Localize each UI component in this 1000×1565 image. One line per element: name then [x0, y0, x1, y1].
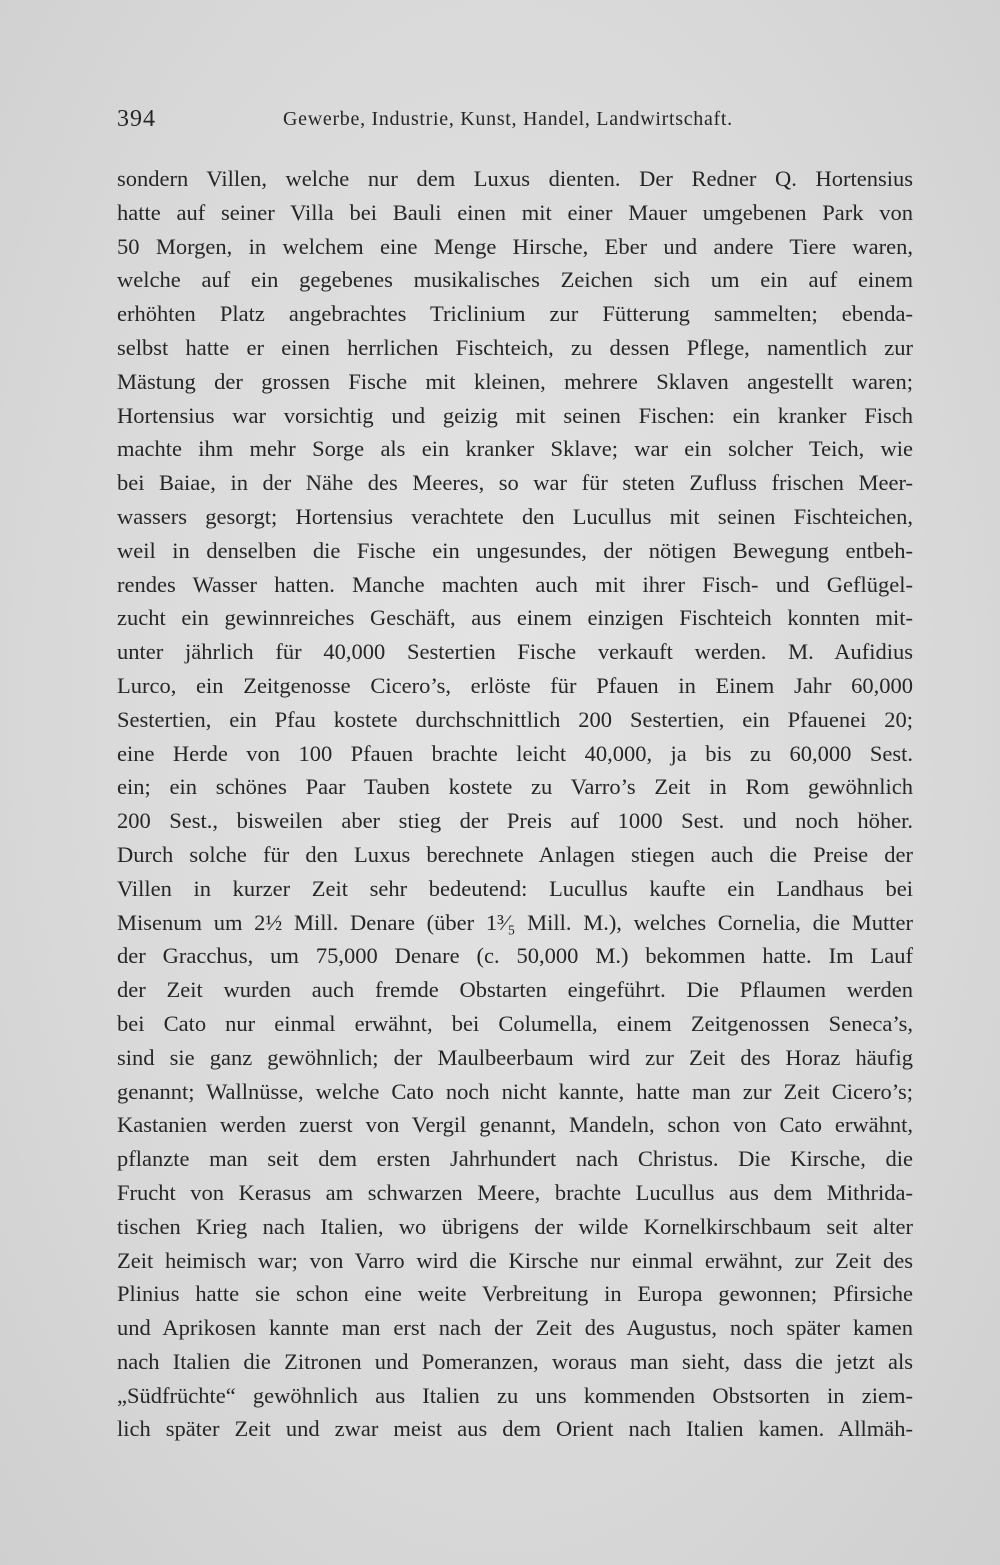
text-line: weil in denselben die Fische ein ungesundes, der nötigen Bewegung entbeh- [117, 537, 913, 563]
text-line: sondern Villen, welche nur dem Luxus dienten. Der Redner Q. Hortensius [117, 166, 913, 191]
text-line: 200 Sest., bisweilen aber stieg der Preis auf 1000 Sest. und noch höher. [117, 808, 913, 834]
text-line: ein; ein schönes Paar Tauben kostete zu Varro’s Zeit in Rom gewöhnlich [117, 774, 913, 800]
text-line: machte ihm mehr Sorge als ein kranker Sklave; war ein solcher Teich, wie [117, 436, 913, 462]
text-line: „Südfrüchte“ gewöhnlich aus Italien zu uns kommenden Obstsorten in ziem- [117, 1382, 913, 1408]
text-line: der Gracchus, um 75,000 Denare (c. 50,000 M.) bekommen hatte. Im Lauf [117, 943, 913, 969]
text-line: unter jährlich für 40,000 Sestertien Fische verkauft werden. M. Aufidius [117, 639, 913, 665]
body-text [117, 162, 913, 1446]
text-line: welche auf ein gegebenes musikalisches Zeichen sich um ein auf einem [117, 267, 913, 293]
text-line: Villen in kurzer Zeit sehr bedeutend: Lucullus kaufte ein Landhaus bei [117, 875, 913, 901]
text-line: sind sie ganz gewöhnlich; der Maulbeerbaum wird zur Zeit des Horaz häufig [117, 1044, 913, 1070]
text-line: Plinius hatte sie schon eine weite Verbreitung in Europa gewonnen; Pfirsiche [117, 1281, 913, 1307]
text-line: hatte auf seiner Villa bei Bauli einen mit einer Mauer umgebenen Park von [117, 199, 913, 225]
text-line: Frucht von Kerasus am schwarzen Meere, brachte Lucullus aus dem Mithrida- [117, 1179, 913, 1205]
page-header [117, 106, 917, 140]
text-line: erhöhten Platz angebrachtes Triclinium zur Fütterung sammelten; ebenda- [117, 301, 913, 327]
text-line: Mästung der grossen Fische mit kleinen, mehrere Sklaven angestellt waren; [117, 368, 913, 394]
text-line: Misenum um 2½ Mill. Denare (über 1³⁄₅ Mill. M.), welches Cornelia, die Mutter [117, 909, 913, 935]
text-line: Lurco, ein Zeitgenosse Cicero’s, erlöste für Pfauen in Einem Jahr 60,000 [117, 672, 913, 698]
running-title: Gewerbe, Industrie, Kunst, Handel, Landwirtschaft. [283, 108, 733, 130]
text-line: 50 Morgen, in welchem eine Menge Hirsche, Eber und andere Tiere waren, [117, 233, 913, 259]
text-line: pflanzte man seit dem ersten Jahrhundert nach Christus. Die Kirsche, die [117, 1146, 913, 1172]
text-line: nach Italien die Zitronen und Pomeranzen, woraus man sieht, dass die jetzt als [117, 1348, 913, 1374]
text-line: bei Cato nur einmal erwähnt, bei Columella, einem Zeitgenossen Seneca’s, [117, 1010, 913, 1036]
text-line: und Aprikosen kannte man erst nach der Zeit des Augustus, noch später kamen [117, 1315, 913, 1341]
text-line: zucht ein gewinnreiches Geschäft, aus einem einzigen Fischteich konnten mit- [117, 605, 913, 631]
page-number: 394 [117, 106, 156, 132]
text-line: eine Herde von 100 Pfauen brachte leicht 40,000, ja bis zu 60,000 Sest. [117, 740, 913, 766]
text-line: Sestertien, ein Pfau kostete durchschnittlich 200 Sestertien, ein Pfauenei 20; [117, 706, 913, 732]
text-line: der Zeit wurden auch fremde Obstarten eingeführt. Die Pflaumen werden [117, 977, 913, 1003]
text-line: Hortensius war vorsichtig und geizig mit seinen Fischen: ein kranker Fisch [117, 402, 913, 428]
text-line: bei Baiae, in der Nähe des Meeres, so war für steten Zufluss frischen Meer- [117, 470, 913, 496]
text-line: tischen Krieg nach Italien, wo übrigens der wilde Kornelkirschbaum seit alter [117, 1213, 913, 1239]
text-line: rendes Wasser hatten. Manche machten auch mit ihrer Fisch- und Geflügel- [117, 571, 913, 597]
text-line: Durch solche für den Luxus berechnete Anlagen stiegen auch die Preise der [117, 841, 913, 867]
text-line: genannt; Wallnüsse, welche Cato noch nicht kannte, hatte man zur Zeit Cicero’s; [117, 1078, 913, 1104]
text-line: selbst hatte er einen herrlichen Fischteich, zu dessen Pflege, namentlich zur [117, 334, 913, 360]
text-line: Kastanien werden zuerst von Vergil genannt, Mandeln, schon von Cato erwähnt, [117, 1112, 913, 1138]
text-line: wassers gesorgt; Hortensius verachtete den Lucullus mit seinen Fischteichen, [117, 503, 913, 529]
text-line: lich später Zeit und zwar meist aus dem Orient nach Italien kamen. Allmäh- [117, 1416, 913, 1442]
text-line: Zeit heimisch war; von Varro wird die Kirsche nur einmal erwähnt, zur Zeit des [117, 1247, 913, 1273]
